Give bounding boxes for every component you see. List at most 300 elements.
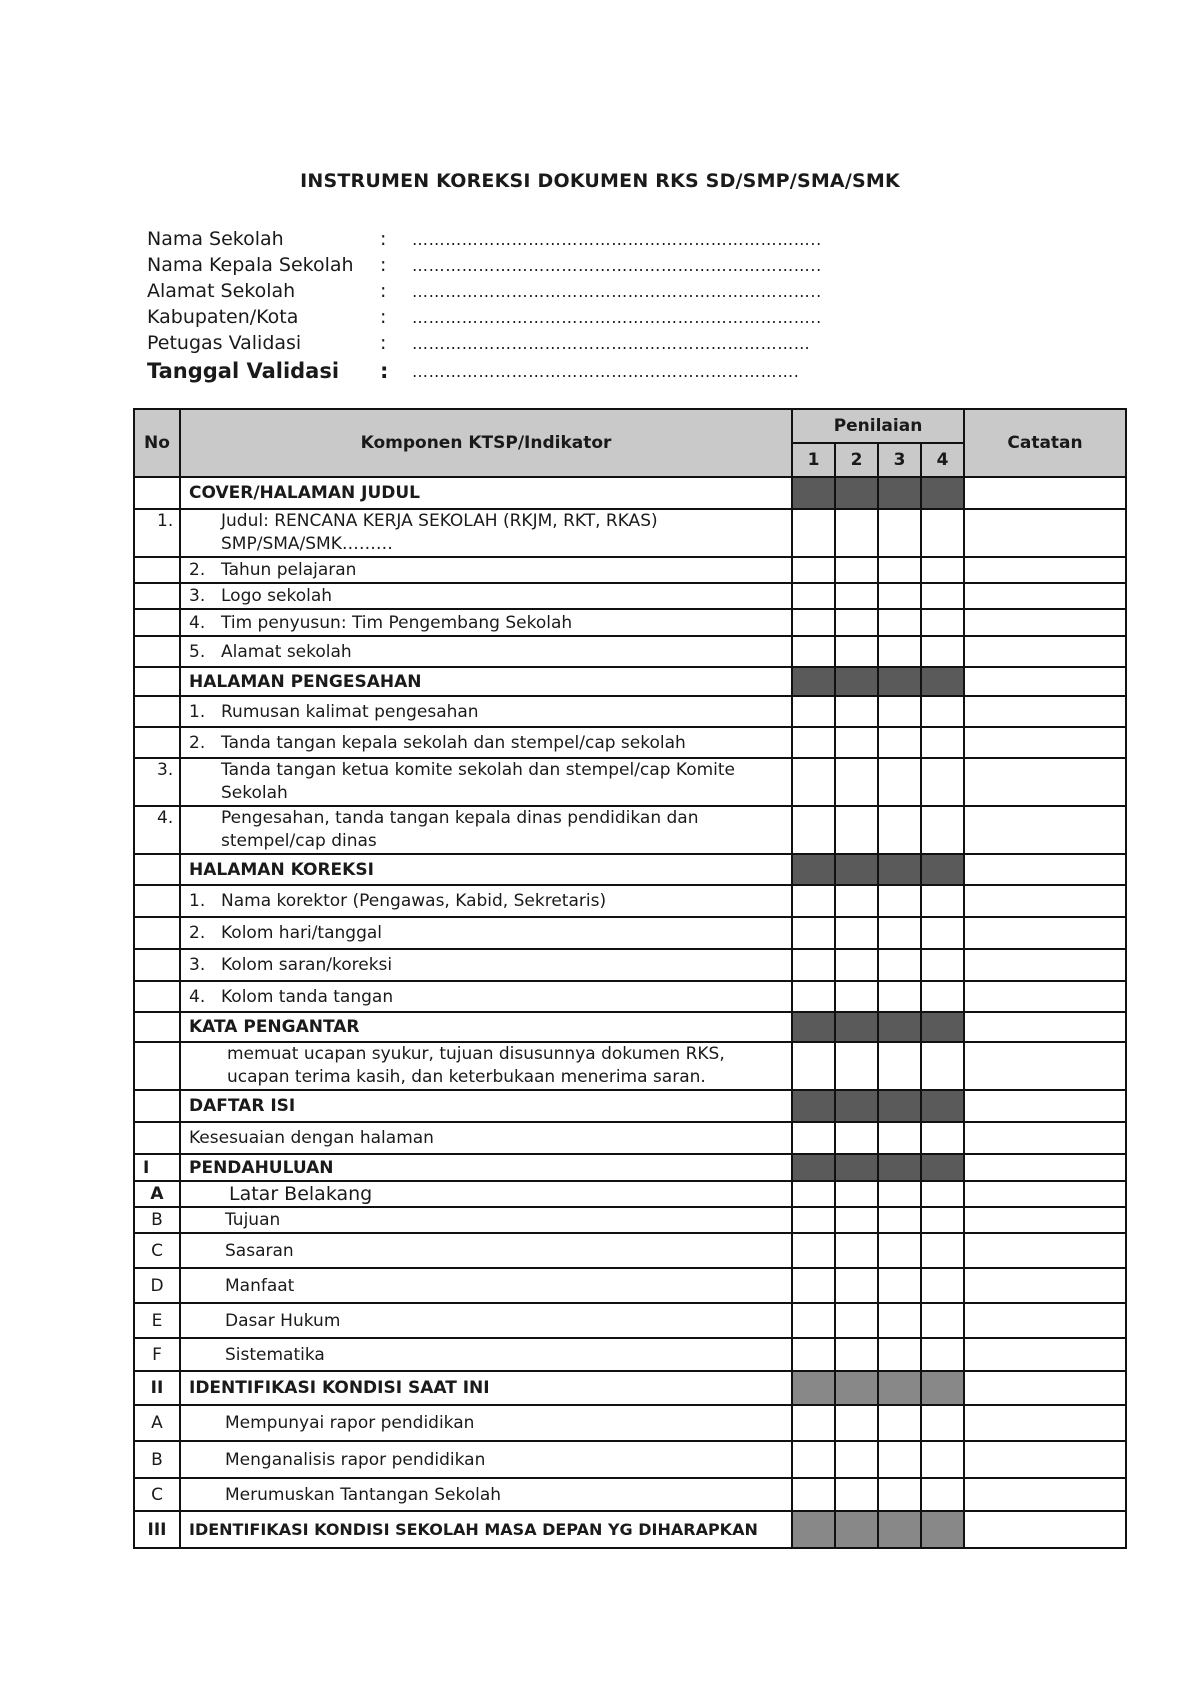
score-cell-3[interactable] <box>878 1405 921 1441</box>
table-row <box>134 1405 1126 1441</box>
school-info <box>147 226 822 385</box>
notes-cell[interactable] <box>964 667 1126 696</box>
info-colon: : <box>380 359 389 383</box>
info-row-school-name <box>147 226 822 252</box>
score-cell-2 <box>835 667 878 696</box>
notes-cell[interactable] <box>964 1338 1126 1371</box>
score-cell-1 <box>792 1371 835 1405</box>
score-cell-4 <box>921 1090 964 1122</box>
row-no: C <box>134 1478 180 1511</box>
row-component: IDENTIFIKASI KONDISI SAAT INI <box>180 1371 792 1405</box>
notes-cell[interactable] <box>964 854 1126 885</box>
score-cell-4[interactable] <box>921 1207 964 1233</box>
item-number: 1. <box>189 891 206 911</box>
score-cell-2[interactable] <box>835 509 878 557</box>
score-cell-4 <box>921 477 964 509</box>
score-cell-1[interactable] <box>792 981 835 1012</box>
row-no <box>134 609 180 636</box>
notes-cell[interactable] <box>964 727 1126 758</box>
score-cell-2[interactable] <box>835 696 878 727</box>
score-cell-3[interactable] <box>878 1478 921 1511</box>
row-component <box>180 1338 792 1371</box>
score-cell-4[interactable] <box>921 509 964 557</box>
item-number: 1. <box>189 701 206 722</box>
row-component <box>180 1207 792 1233</box>
score-cell-1[interactable] <box>792 1207 835 1233</box>
score-cell-4[interactable] <box>921 1405 964 1441</box>
score-cell-4 <box>921 1511 964 1548</box>
score-cell-4[interactable] <box>921 636 964 667</box>
notes-cell[interactable] <box>964 758 1126 806</box>
item-text: Kolom saran/koreksi <box>221 955 393 975</box>
assessment-table <box>133 408 1127 1549</box>
score-cell-4[interactable] <box>921 583 964 609</box>
info-colon: : <box>380 228 387 250</box>
item-text: Sistematika <box>225 1344 325 1365</box>
notes-cell[interactable] <box>964 981 1126 1012</box>
notes-cell[interactable] <box>964 1478 1126 1511</box>
score-cell-1[interactable] <box>792 1268 835 1303</box>
item-text: Tim penyusun: Tim Pengembang Sekolah <box>221 612 573 633</box>
info-label: Petugas Validasi <box>147 332 302 354</box>
info-fill-line[interactable]: ……………………………………………………………….. <box>412 229 822 249</box>
row-no <box>134 477 180 509</box>
row-no: D <box>134 1268 180 1303</box>
score-cell-4[interactable] <box>921 758 964 806</box>
row-component <box>180 1303 792 1338</box>
row-no <box>134 557 180 583</box>
score-cell-4[interactable] <box>921 609 964 636</box>
item-text: Merumuskan Tantangan Sekolah <box>225 1484 502 1505</box>
score-cell-3[interactable] <box>878 806 921 854</box>
row-no <box>134 667 180 696</box>
info-fill-line[interactable]: ……………………………………………………………….. <box>412 255 822 275</box>
score-cell-4[interactable] <box>921 1441 964 1478</box>
row-no: II <box>134 1371 180 1405</box>
row-component: HALAMAN KOREKSI <box>180 854 792 885</box>
score-cell-4[interactable] <box>921 1338 964 1371</box>
score-cell-3 <box>878 667 921 696</box>
table-row-section <box>134 854 1126 885</box>
row-no: B <box>134 1441 180 1478</box>
notes-cell[interactable] <box>964 509 1126 557</box>
score-cell-3[interactable] <box>878 1042 921 1090</box>
score-cell-3[interactable] <box>878 1181 921 1207</box>
row-component <box>157 758 792 806</box>
item-text: Dasar Hukum <box>225 1310 341 1331</box>
item-text: Latar Belakang <box>229 1183 373 1205</box>
table-row <box>134 1268 1126 1303</box>
info-colon: : <box>380 254 387 276</box>
score-cell-2[interactable] <box>835 1268 878 1303</box>
info-label: Tanggal Validasi <box>147 359 340 383</box>
item-text: Manfaat <box>225 1275 295 1296</box>
row-component: HALAMAN PENGESAHAN <box>180 667 792 696</box>
row-component: Kesesuaian dengan halaman <box>180 1122 792 1154</box>
row-component <box>180 557 792 583</box>
score-cell-1[interactable] <box>792 806 835 854</box>
table-row <box>134 949 1126 981</box>
score-cell-2[interactable] <box>835 1478 878 1511</box>
row-component <box>180 1268 792 1303</box>
item-text: Menganalisis rapor pendidikan <box>225 1449 486 1470</box>
header-no: No <box>134 409 180 477</box>
item-text: Mempunyai rapor pendidikan <box>225 1413 475 1433</box>
score-cell-4[interactable] <box>921 1303 964 1338</box>
score-cell-2[interactable] <box>835 917 878 949</box>
item-text: Pengesahan, tanda tangan kepala dinas pendidikan dan stempel/cap dinas <box>221 808 699 851</box>
row-no <box>134 917 180 949</box>
row-component: KATA PENGANTAR <box>180 1012 792 1042</box>
score-cell-4 <box>921 1154 964 1181</box>
notes-cell[interactable] <box>964 1122 1126 1154</box>
score-cell-1[interactable] <box>792 1181 835 1207</box>
notes-cell[interactable] <box>964 1303 1126 1338</box>
notes-cell[interactable] <box>964 917 1126 949</box>
score-cell-3[interactable] <box>878 1233 921 1268</box>
score-cell-1[interactable] <box>792 609 835 636</box>
row-component <box>180 917 792 949</box>
notes-cell[interactable] <box>964 609 1126 636</box>
item-text: Tujuan <box>225 1210 281 1230</box>
score-cell-2[interactable] <box>835 609 878 636</box>
score-cell-4[interactable] <box>921 1122 964 1154</box>
info-row-validator <box>147 330 822 356</box>
row-no <box>134 1090 180 1122</box>
score-cell-3[interactable] <box>878 696 921 727</box>
score-cell-4[interactable] <box>921 557 964 583</box>
row-component <box>180 1181 792 1207</box>
row-component <box>180 636 792 667</box>
table-row <box>134 1122 1126 1154</box>
notes-cell[interactable] <box>964 806 1126 854</box>
score-cell-2[interactable] <box>835 806 878 854</box>
score-cell-2[interactable] <box>835 981 878 1012</box>
score-cell-1 <box>792 854 835 885</box>
table-row <box>134 1338 1126 1371</box>
info-row-validation-date <box>147 357 822 385</box>
score-cell-2[interactable] <box>835 1122 878 1154</box>
row-component <box>180 1478 792 1511</box>
item-text: Tanda tangan kepala sekolah dan stempel/cap sekolah <box>221 732 686 753</box>
score-cell-1[interactable] <box>792 1441 835 1478</box>
score-cell-4[interactable] <box>921 696 964 727</box>
score-cell-2[interactable] <box>835 727 878 758</box>
item-text: Tanda tangan ketua komite sekolah dan stempel/cap Komite Sekolah <box>221 760 736 803</box>
score-cell-4[interactable] <box>921 917 964 949</box>
score-cell-2 <box>835 1012 878 1042</box>
notes-cell[interactable] <box>964 949 1126 981</box>
row-component <box>157 806 792 854</box>
info-label: Kabupaten/Kota <box>147 306 299 328</box>
score-cell-3[interactable] <box>878 609 921 636</box>
row-component <box>180 1405 792 1441</box>
row-no: III <box>134 1511 180 1548</box>
score-cell-4[interactable] <box>921 885 964 917</box>
score-cell-1[interactable] <box>792 509 835 557</box>
score-cell-1[interactable] <box>792 758 835 806</box>
item-number: 1. <box>157 511 174 531</box>
item-text: Rumusan kalimat pengesahan <box>221 701 479 722</box>
score-cell-2 <box>835 1511 878 1548</box>
info-colon: : <box>380 306 387 328</box>
score-cell-1[interactable] <box>792 1478 835 1511</box>
score-cell-4[interactable] <box>921 1268 964 1303</box>
score-cell-2[interactable] <box>835 1441 878 1478</box>
score-cell-2[interactable] <box>835 557 878 583</box>
table-row-section <box>134 1012 1126 1042</box>
table-row <box>134 981 1126 1012</box>
row-component <box>180 885 792 917</box>
table-row <box>134 1233 1126 1268</box>
table-row <box>134 758 1126 806</box>
notes-cell[interactable] <box>964 477 1126 509</box>
header-score: Penilaian <box>792 409 964 443</box>
row-no: F <box>134 1338 180 1371</box>
header-score-2: 2 <box>835 443 878 477</box>
score-cell-1[interactable] <box>792 1303 835 1338</box>
row-component: IDENTIFIKASI KONDISI SEKOLAH MASA DEPAN YG DIHARAPKAN <box>180 1511 792 1548</box>
score-cell-4[interactable] <box>921 949 964 981</box>
row-component <box>180 1042 792 1090</box>
item-text: Judul: RENCANA KERJA SEKOLAH (RKJM, RKT, RKAS) SMP/SMA/SMK……… <box>221 511 658 554</box>
score-cell-3 <box>878 1090 921 1122</box>
score-cell-1 <box>792 667 835 696</box>
score-cell-1[interactable] <box>792 583 835 609</box>
info-colon: : <box>380 280 387 302</box>
score-cell-1[interactable] <box>792 1338 835 1371</box>
score-cell-1[interactable] <box>792 557 835 583</box>
item-text: Alamat sekolah <box>221 641 352 662</box>
score-cell-2[interactable] <box>835 636 878 667</box>
notes-cell[interactable] <box>964 885 1126 917</box>
info-fill-line[interactable]: ……………………………………………………………….. <box>412 281 822 301</box>
item-number: 2. <box>189 732 206 753</box>
row-component <box>180 609 792 636</box>
table-row <box>134 1441 1126 1478</box>
score-cell-3[interactable] <box>878 949 921 981</box>
notes-cell[interactable] <box>964 1207 1126 1233</box>
row-no <box>134 1122 180 1154</box>
table-row <box>134 583 1126 609</box>
score-cell-1 <box>792 1511 835 1548</box>
info-fill-line[interactable]: ……………………………………………………………. <box>412 361 800 381</box>
item-text: Sasaran <box>225 1240 294 1261</box>
notes-cell[interactable] <box>964 1511 1126 1548</box>
item-text: Logo sekolah <box>221 586 333 606</box>
score-cell-1 <box>792 477 835 509</box>
header-notes: Catatan <box>964 409 1126 477</box>
notes-cell[interactable] <box>964 1181 1126 1207</box>
score-cell-2[interactable] <box>835 1405 878 1441</box>
row-no: I <box>134 1154 180 1181</box>
item-text: memuat ucapan syukur, tujuan disusunnya dokumen RKS, ucapan terima kasih, dan keterbukaan menerima saran. <box>227 1044 725 1087</box>
table-row <box>134 917 1126 949</box>
row-no <box>134 1012 180 1042</box>
row-component <box>180 583 792 609</box>
notes-cell[interactable] <box>964 636 1126 667</box>
info-fill-line[interactable]: ……………………………………………………………….. <box>412 307 822 327</box>
row-component: PENDAHULUAN <box>180 1154 792 1181</box>
row-component: COVER/HALAMAN JUDUL <box>180 477 792 509</box>
row-component <box>180 1233 792 1268</box>
score-cell-1[interactable] <box>792 1233 835 1268</box>
score-cell-3 <box>878 854 921 885</box>
header-score-1: 1 <box>792 443 835 477</box>
score-cell-2[interactable] <box>835 1207 878 1233</box>
info-row-school-address <box>147 278 822 304</box>
score-cell-4 <box>921 1012 964 1042</box>
item-number: 2. <box>189 923 206 943</box>
score-cell-4 <box>921 667 964 696</box>
info-row-district <box>147 304 822 330</box>
row-no <box>134 696 180 727</box>
score-cell-3 <box>878 1012 921 1042</box>
row-no: A <box>134 1181 180 1207</box>
notes-cell[interactable] <box>964 557 1126 583</box>
notes-cell[interactable] <box>964 1441 1126 1478</box>
item-text: Kolom hari/tanggal <box>221 923 383 943</box>
item-number: 2. <box>189 560 206 580</box>
item-number: 3. <box>157 760 174 780</box>
score-cell-4[interactable] <box>921 1181 964 1207</box>
table-row-section <box>134 667 1126 696</box>
row-no: E <box>134 1303 180 1338</box>
score-cell-2[interactable] <box>835 583 878 609</box>
score-cell-1[interactable] <box>792 885 835 917</box>
table-row <box>134 636 1126 667</box>
notes-cell[interactable] <box>964 1371 1126 1405</box>
score-cell-3[interactable] <box>878 1268 921 1303</box>
item-number: 4. <box>189 612 206 633</box>
table-row-section <box>134 1371 1126 1405</box>
score-cell-4[interactable] <box>921 1042 964 1090</box>
score-cell-3[interactable] <box>878 1338 921 1371</box>
score-cell-3[interactable] <box>878 636 921 667</box>
score-cell-4[interactable] <box>921 1478 964 1511</box>
score-cell-2 <box>835 1090 878 1122</box>
score-cell-3[interactable] <box>878 917 921 949</box>
score-cell-3[interactable] <box>878 981 921 1012</box>
row-component <box>180 727 792 758</box>
notes-cell[interactable] <box>964 583 1126 609</box>
score-cell-1 <box>792 1012 835 1042</box>
table-row-section <box>134 477 1126 509</box>
score-cell-2[interactable] <box>835 1338 878 1371</box>
table-row <box>134 727 1126 758</box>
info-label: Nama Kepala Sekolah <box>147 254 354 276</box>
score-cell-1[interactable] <box>792 727 835 758</box>
notes-cell[interactable] <box>964 1154 1126 1181</box>
row-component <box>180 981 792 1012</box>
score-cell-4[interactable] <box>921 981 964 1012</box>
row-no <box>134 1042 180 1090</box>
table-row <box>134 1042 1126 1090</box>
table-row <box>134 696 1126 727</box>
score-cell-3 <box>878 477 921 509</box>
score-cell-2[interactable] <box>835 1181 878 1207</box>
score-cell-1[interactable] <box>792 636 835 667</box>
score-cell-4[interactable] <box>921 1233 964 1268</box>
row-no <box>134 727 180 758</box>
score-cell-1[interactable] <box>792 1405 835 1441</box>
notes-cell[interactable] <box>964 1012 1126 1042</box>
score-cell-2 <box>835 1154 878 1181</box>
row-no <box>134 981 180 1012</box>
score-cell-1[interactable] <box>792 696 835 727</box>
info-colon: : <box>380 332 387 354</box>
row-component <box>180 696 792 727</box>
score-cell-4[interactable] <box>921 806 964 854</box>
score-cell-3[interactable] <box>878 727 921 758</box>
table-row-section <box>134 1154 1126 1181</box>
score-cell-3[interactable] <box>878 1207 921 1233</box>
score-cell-3 <box>878 1511 921 1548</box>
row-component <box>157 509 792 557</box>
info-fill-line[interactable]: ……………………………………………………………… <box>412 333 811 353</box>
item-number: 4. <box>189 986 206 1007</box>
notes-cell[interactable] <box>964 1233 1126 1268</box>
score-cell-2[interactable] <box>835 949 878 981</box>
header-score-3: 3 <box>878 443 921 477</box>
item-text: Tahun pelajaran <box>221 560 357 580</box>
info-label: Nama Sekolah <box>147 228 284 250</box>
score-cell-2[interactable] <box>835 758 878 806</box>
notes-cell[interactable] <box>964 1042 1126 1090</box>
table-row-section <box>134 1511 1126 1548</box>
table-row <box>134 1181 1126 1207</box>
row-component <box>180 1441 792 1478</box>
score-cell-1[interactable] <box>792 1122 835 1154</box>
score-cell-3[interactable] <box>878 1441 921 1478</box>
notes-cell[interactable] <box>964 1090 1126 1122</box>
score-cell-3[interactable] <box>878 758 921 806</box>
table-row <box>134 1303 1126 1338</box>
score-cell-2 <box>835 477 878 509</box>
score-cell-3 <box>878 1154 921 1181</box>
table-row <box>134 806 1126 854</box>
score-cell-2[interactable] <box>835 1233 878 1268</box>
score-cell-1[interactable] <box>792 949 835 981</box>
score-cell-2[interactable] <box>835 885 878 917</box>
notes-cell[interactable] <box>964 696 1126 727</box>
row-no <box>134 583 180 609</box>
score-cell-3[interactable] <box>878 1122 921 1154</box>
item-number: 3. <box>189 586 206 606</box>
score-cell-1 <box>792 1090 835 1122</box>
notes-cell[interactable] <box>964 1405 1126 1441</box>
score-cell-1[interactable] <box>792 1042 835 1090</box>
score-cell-3[interactable] <box>878 509 921 557</box>
row-component <box>180 949 792 981</box>
score-cell-3[interactable] <box>878 885 921 917</box>
score-cell-4[interactable] <box>921 727 964 758</box>
item-number: 3. <box>189 955 206 975</box>
notes-cell[interactable] <box>964 1268 1126 1303</box>
score-cell-3[interactable] <box>878 557 921 583</box>
info-row-principal-name <box>147 252 822 278</box>
score-cell-3[interactable] <box>878 1303 921 1338</box>
row-no: C <box>134 1233 180 1268</box>
score-cell-2[interactable] <box>835 1303 878 1338</box>
score-cell-3[interactable] <box>878 583 921 609</box>
score-cell-1[interactable] <box>792 917 835 949</box>
score-cell-2[interactable] <box>835 1042 878 1090</box>
score-cell-2 <box>835 1371 878 1405</box>
table-row <box>134 509 1126 557</box>
row-no <box>134 885 180 917</box>
info-label: Alamat Sekolah <box>147 280 296 302</box>
